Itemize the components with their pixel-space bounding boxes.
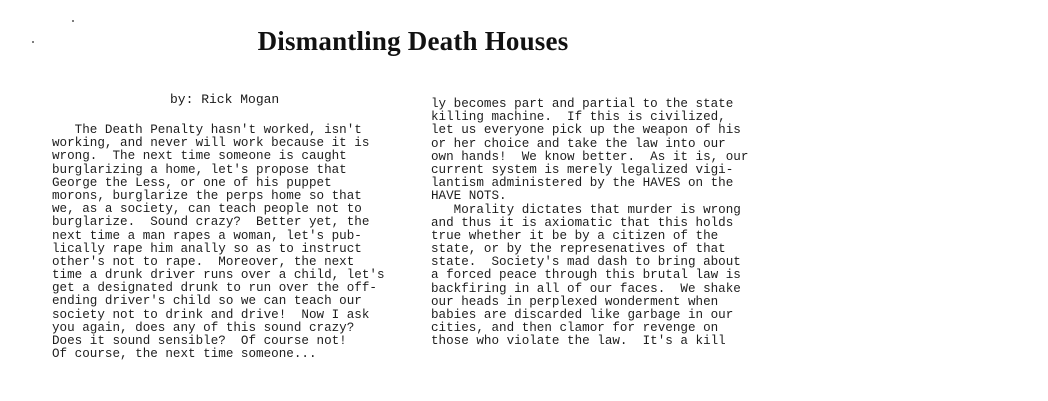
- text-line: morons, burglarize the perps home so that: [52, 188, 362, 203]
- text-line: wrong. The next time someone is caught: [52, 149, 347, 164]
- text-line: ly becomes part and partial to the state: [431, 97, 734, 111]
- text-line: true whether it be by a citizen of the: [431, 228, 719, 243]
- text-line: Morality dictates that murder is wrong: [431, 202, 741, 217]
- byline: by: Rick Mogan: [170, 92, 280, 107]
- text-line: and thus it is axiomatic that this holds: [431, 215, 734, 230]
- article-title: Dismantling Death Houses: [257, 26, 569, 56]
- text-line: HAVE NOTS.: [431, 189, 507, 204]
- text-line: cities, and then clamor for revenge on: [431, 321, 719, 336]
- text-line: backfiring in all of our faces. We shake: [431, 281, 741, 296]
- text-line: or her choice and take the law into our: [431, 136, 726, 151]
- text-line: a forced peace through this brutal law is: [431, 268, 741, 283]
- text-line: time a drunk driver runs over a child, let's: [52, 268, 385, 283]
- text-line: other's not to rape. Moreover, the next: [52, 254, 355, 269]
- text-line: state, or by the represenatives of that: [431, 242, 726, 257]
- text-line: George the Less, or one of his puppet: [52, 175, 332, 190]
- scan-speck: [72, 20, 74, 22]
- text-line: lantism administered by the HAVES on the: [431, 176, 734, 191]
- text-line: Does it sound sensible? Of course not!: [52, 334, 347, 348]
- text-line: ending driver's child so we can teach our: [52, 294, 362, 309]
- right-column: [431, 98, 748, 349]
- text-line: Of course, the next time someone...: [52, 347, 317, 362]
- text-line: we, as a society, can teach people not to: [52, 202, 362, 217]
- text-line: The Death Penalty hasn't worked, isn't: [52, 123, 362, 137]
- text-line: our heads in perplexed wonderment when: [431, 294, 719, 309]
- text-line: current system is merely legalized vigi-: [431, 162, 734, 177]
- text-line: next time a man rapes a woman, let's pub-: [52, 228, 362, 243]
- text-line: own hands! We know better. As it is, our: [431, 149, 749, 164]
- text-line: those who violate the law. It's a kill: [431, 334, 726, 349]
- text-line: let us everyone pick up the weapon of his: [431, 123, 741, 138]
- text-line: working, and never will work because it is: [52, 136, 370, 151]
- text-line: killing machine. If this is civilized,: [431, 110, 726, 125]
- text-line: state. Society's mad dash to bring about: [431, 255, 741, 270]
- text-line: you again, does any of this sound crazy?: [52, 320, 355, 335]
- text-line: lically rape him anally so as to instruct: [52, 241, 362, 256]
- text-line: society not to drink and drive! Now I ask: [52, 307, 370, 322]
- text-line: burglarize. Sound crazy? Better yet, the: [52, 215, 370, 230]
- text-line: get a designated drunk to run over the off-: [52, 281, 377, 296]
- left-column: [52, 124, 385, 361]
- text-line: burglarizing a home, let's propose that: [52, 162, 347, 177]
- text-line: babies are discarded like garbage in our: [431, 308, 734, 322]
